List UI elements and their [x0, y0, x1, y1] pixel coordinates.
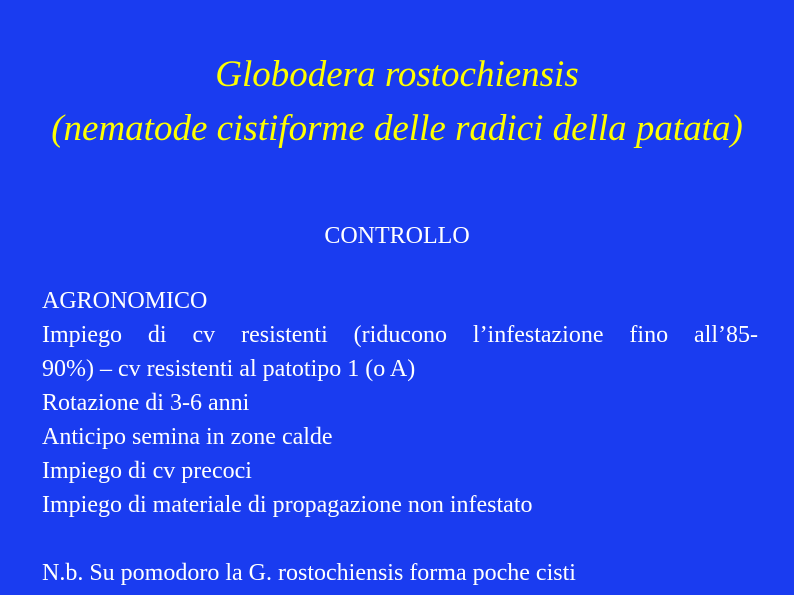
list-item-early-sowing: Anticipo semina in zone calde: [42, 424, 333, 450]
list-item-resistant-cv-line1: Impiego di cv resistenti (riducono l’infestazione fino all’85-: [42, 322, 758, 348]
list-item-clean-material: Impiego di materiale di propagazione non infestato: [42, 492, 533, 518]
slide-subtitle: (nematode cistiforme delle radici della patata): [51, 108, 743, 149]
list-item-resistant-cv-line2: 90%) – cv resistenti al patotipo 1 (o A): [42, 356, 416, 382]
slide-title: Globodera rostochiensis: [215, 54, 579, 95]
agronomic-heading: AGRONOMICO: [42, 288, 208, 314]
list-item-early-cv: Impiego di cv precoci: [42, 458, 252, 484]
footnote: N.b. Su pomodoro la G. rostochiensis forma poche cisti: [42, 560, 576, 586]
section-heading: CONTROLLO: [324, 223, 470, 249]
agronomic-control-list: [42, 284, 758, 522]
list-item-rotation: Rotazione di 3-6 anni: [42, 390, 250, 416]
